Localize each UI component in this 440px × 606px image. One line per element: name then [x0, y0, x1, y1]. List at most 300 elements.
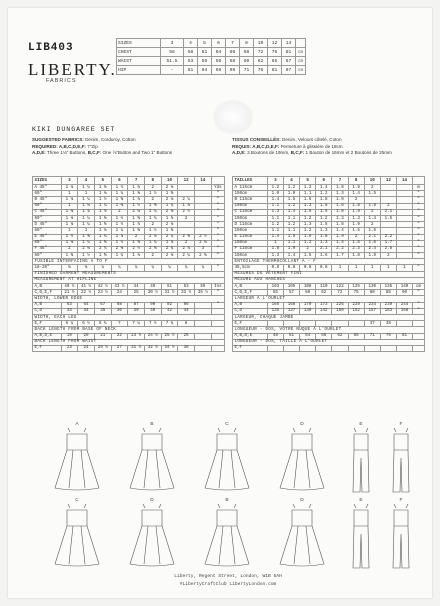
measurement-row [117, 57, 306, 66]
table-cell: 1.5 [300, 253, 316, 259]
table-cell: ¼ [178, 265, 195, 271]
table-cell: 1 ¼ [78, 197, 95, 203]
table-cell: 41 ½ [78, 284, 95, 290]
table-header-row [33, 177, 225, 185]
view-letter: A [75, 422, 79, 427]
column-header: 6 [316, 177, 332, 185]
table-cell: 33 [61, 308, 78, 314]
table-cell: 1 ¼ [94, 203, 111, 209]
yardage-table-imperial [32, 176, 225, 352]
table-cell: ¼ [128, 265, 145, 271]
measurement-cell: 62 [253, 57, 267, 66]
measurement-cell: 61 [198, 48, 212, 57]
row-label: E,F [33, 345, 62, 351]
column-header: 12 [178, 177, 195, 185]
table-cell: 22 ½ [78, 290, 95, 296]
dress-drawing [280, 504, 324, 566]
view-letter: D [300, 498, 304, 503]
dress-drawing [130, 428, 174, 490]
table-cell: 152 [348, 308, 364, 314]
table-cell: 1.6 [364, 240, 380, 246]
table-cell: 1.3 [332, 215, 348, 221]
table-cell: 2 ⅞ [178, 246, 195, 252]
table-cell: 40 ½ [61, 284, 78, 290]
table-cell: ¼ [195, 265, 212, 271]
garment-view [55, 421, 99, 490]
row-label: E 45" [33, 234, 62, 240]
row-label: E 115cm [233, 234, 268, 240]
measurement-row [117, 66, 306, 75]
measurement-cell: 68 [239, 48, 253, 57]
table-cell: 140 [300, 308, 316, 314]
measurement-cell: 51.5 [161, 57, 184, 66]
table-cell: 2 ⅛ [161, 185, 178, 191]
required-label: REQUIRED: A,B,C,D,E,F: [32, 143, 86, 149]
table-cell: 1.2 [316, 191, 332, 197]
measurement-cell: 60 [239, 57, 253, 66]
table-cell: 1.0 [267, 191, 283, 197]
column-header [211, 177, 224, 185]
table-cell: 2 ⅛ [128, 209, 145, 215]
table-cell: 1 ⅞ [161, 240, 178, 246]
table-cell: 63 [61, 302, 78, 308]
view-letter: E [359, 498, 363, 503]
table-cell: " [211, 234, 224, 240]
table-cell: 1.5 [283, 197, 299, 203]
table-cell: 44 [128, 284, 145, 290]
table-cell: 51 [283, 333, 299, 339]
table-cell: 244 [396, 302, 412, 308]
fabric-notes-french [232, 137, 422, 157]
table-cell: 229 [348, 302, 364, 308]
table-cell: 51 [161, 284, 178, 290]
column-header: 7 [332, 177, 348, 185]
table-cell: 36 [178, 345, 195, 351]
row-label: C,D [233, 308, 268, 314]
required-label-fr: REQUIS: A,B,C,D,E,F: [232, 143, 280, 149]
table-cell: 1 ½ [144, 228, 161, 234]
table-cell: 1.5 [348, 228, 364, 234]
table-cell: 42 ½ [94, 284, 111, 290]
measurement-cell: 65 [267, 57, 281, 66]
footer-links: #LibertyCraftClub LibertyLondon.com [179, 582, 277, 587]
table-cell: 1.3 [300, 203, 316, 209]
column-header: 8 [348, 177, 364, 185]
table-cell: 1.5 [316, 203, 332, 209]
garment-view [280, 421, 324, 490]
column-header: 6 [111, 177, 128, 185]
table-cell: 2 ⅛ [161, 253, 178, 259]
table-cell: 1.3 [300, 185, 316, 191]
table-cell: 90 [396, 290, 412, 296]
table-cell: 1.9 [283, 246, 299, 252]
table-cell: 1.2 [283, 185, 299, 191]
measurement-label: CHEST [117, 48, 161, 57]
table-cell: ¼ [144, 265, 161, 271]
table-cell: 110 [316, 284, 332, 290]
view-letter: B [225, 498, 229, 503]
column-header: 4 [78, 177, 95, 185]
table-cell: 25 ½ [161, 333, 178, 339]
table-cell: 135 [267, 308, 283, 314]
table-cell: 60 [300, 290, 316, 296]
bcf-label-fr: B,C,F: [290, 150, 305, 156]
table-cell: 85 [380, 290, 396, 296]
table-cell: 6 ½ [78, 321, 95, 327]
row-label: 60" [33, 203, 62, 209]
table-cell: 54 [300, 333, 316, 339]
table-cell: 1 ⅛ [61, 240, 78, 246]
table-cell: 21 ½ [61, 290, 78, 296]
dress-drawing [205, 428, 249, 490]
measurement-cell: 76 [253, 66, 267, 75]
table-cell: 1 ¾ [111, 253, 128, 259]
table-cell: 6 ¼ [61, 321, 78, 327]
table-cell: 1.5 [348, 240, 364, 246]
row-label: C,D,E,F [233, 290, 268, 296]
suggested-value: Denim, Corduroy, Cotton [85, 137, 136, 142]
table-cell: 7 ¾ [161, 321, 178, 327]
table-cell: 2 ⅛ [195, 240, 212, 246]
table-cell: 0.8 [267, 265, 283, 271]
table-cell: 62 [316, 290, 332, 296]
table-cell: cm [413, 284, 425, 290]
garment-view [205, 421, 249, 490]
row-label: 150cm [233, 240, 268, 246]
table-cell: 1.4 [283, 209, 299, 215]
table-cell: Ins [211, 284, 224, 290]
row-label: E,F [33, 321, 62, 327]
table-cell: 1.9 [348, 209, 364, 215]
table-cell: 2 [144, 185, 161, 191]
table-cell: 25 [128, 290, 145, 296]
dress-drawing [205, 504, 249, 566]
table-cell: 31 ½ [161, 290, 178, 296]
table-cell: 1.4 [332, 228, 348, 234]
table-cell: 37 [364, 321, 380, 327]
table-cell: 71 [364, 333, 380, 339]
fabric-notes-english [32, 137, 222, 157]
measurement-cell: 12 [267, 39, 281, 48]
table-cell: 2.3 [348, 246, 364, 252]
section-label: WIDTH, EACH LEG [33, 314, 225, 320]
measurement-cell: 3 [161, 39, 184, 48]
measurement-cell: 56 [161, 48, 184, 57]
table-cell: 1.2 [283, 203, 299, 209]
table-cell: 68 [111, 302, 128, 308]
table-cell: 2 [144, 253, 161, 259]
table-cell: 1.3 [348, 215, 364, 221]
table-cell: 2.2 [380, 234, 396, 240]
table-cell: 1 [78, 228, 95, 234]
table-cell: 1 ⅛ [61, 222, 78, 228]
measurement-cell: 81 [281, 48, 295, 57]
table-cell: " [211, 203, 224, 209]
section-label: LARGEUR À L'OURLET [233, 296, 425, 302]
row-label: C 45" [33, 209, 62, 215]
table-cell: 1 ½ [128, 203, 145, 209]
garment-view [55, 497, 99, 566]
table-cell: 1 [61, 191, 78, 197]
row-label: 45,5cm [233, 265, 268, 271]
table-cell: 7 [111, 321, 128, 327]
table-cell: 2 ½ [178, 209, 195, 215]
table-cell: 1.3 [300, 222, 316, 228]
table-cell: 1 ⅜ [128, 228, 145, 234]
table-cell: 1.1 [267, 228, 283, 234]
table-cell: 23 [61, 345, 78, 351]
measurement-cell: 81 [267, 66, 281, 75]
suggested-label: SUGGESTED FABRICS: [32, 137, 84, 142]
table-cell: 163 [380, 308, 396, 314]
table-cell: 1.9 [332, 234, 348, 240]
table-cell: 1.8 [348, 203, 364, 209]
brand-logo: LIBERTY. [28, 60, 117, 79]
table-cell [396, 345, 412, 351]
measurement-cell: 66 [212, 66, 226, 75]
table-cell: 2 ⅛ [78, 246, 95, 252]
table-cell: 96 [178, 302, 195, 308]
row-label: 150cm [233, 215, 268, 221]
row-label: 60" [33, 253, 62, 259]
column-header: TAILLES [233, 177, 268, 185]
table-cell: 1 [267, 240, 283, 246]
table-cell: 1.9 [364, 253, 380, 259]
measurement-cell: 53 [184, 57, 198, 66]
table-cell: 170 [300, 302, 316, 308]
table-cell: 65 [348, 333, 364, 339]
table-cell: 2 [144, 222, 161, 228]
table-cell: 72 [332, 290, 348, 296]
table-cell [300, 345, 316, 351]
measurement-cell: 58 [226, 57, 240, 66]
table-cell: " [413, 191, 425, 197]
table-cell: 1.1 [267, 215, 283, 221]
table-cell: 1 ¼ [78, 240, 95, 246]
garment-view [205, 497, 249, 566]
table-cell: 57 [283, 290, 299, 296]
section-label: LARGEUR, CHAQUE JAMBE [233, 314, 425, 320]
table-cell: 1 ⅞ [161, 215, 178, 221]
table-cell: 0.8 [283, 265, 299, 271]
table-cell: 1 ⅝ [111, 197, 128, 203]
table-cell [283, 345, 299, 351]
section-label: ENTOILAGE THERMOCOLLANT A - F [233, 259, 425, 265]
measurement-unit: cm [296, 57, 306, 66]
table-cell: " [413, 228, 425, 234]
row-label: A,B [233, 302, 268, 308]
table-cell: 44 [178, 308, 195, 314]
section-label: LONGUEUR - DOS, TAILLE À L'OURLET [233, 339, 425, 345]
table-cell: 2 ¼ [161, 234, 178, 240]
table-cell: 1 ⅝ [144, 203, 161, 209]
table-cell: 226 [332, 302, 348, 308]
row-label: D 45" [33, 222, 62, 228]
table-cell: 1 ⅝ [128, 240, 145, 246]
garment-line-drawings [32, 418, 424, 572]
table-cell: 105 [283, 284, 299, 290]
table-cell: 1 ⅞ [128, 253, 145, 259]
table-cell: 1 ⅛ [94, 191, 111, 197]
table-cell: 1.3 [267, 209, 283, 215]
column-header: 3 [267, 177, 283, 185]
table-cell: 1.4 [283, 253, 299, 259]
table-cell: 2 [348, 197, 364, 203]
column-header: 10 [161, 177, 178, 185]
table-cell: 1 ¼ [78, 222, 95, 228]
measurement-cell: 71 [239, 66, 253, 75]
table-cell: 1.4 [348, 191, 364, 197]
table-cell: " [211, 191, 224, 197]
table-cell: 76 [380, 333, 396, 339]
table-cell: " [413, 302, 425, 308]
table-cell: 1 ⅛ [61, 185, 78, 191]
table-cell [413, 345, 425, 351]
section-label: BACK LENGTH FROM WAIST [33, 339, 225, 345]
section-label: MESURES DU VÊTEMENT FINI [233, 271, 425, 277]
table-cell: " [413, 240, 425, 246]
garment-view [353, 497, 369, 568]
view-letter: C [225, 422, 229, 427]
table-cell: 75 [348, 290, 364, 296]
table-cell: 1.8 [332, 222, 348, 228]
table-cell: 92 [161, 302, 178, 308]
table-cell [364, 345, 380, 351]
table-cell: " [413, 222, 425, 228]
table-cell: 1.4 [267, 197, 283, 203]
brand-subtitle: FABRICS [46, 78, 77, 84]
table-cell: 1.5 [316, 209, 332, 215]
table-cell: 140 [396, 284, 412, 290]
dress-drawing [55, 504, 99, 566]
table-cell: 0.8 [300, 265, 316, 271]
table-cell: 1.4 [332, 240, 348, 246]
table-cell: 1 ⅝ [94, 253, 111, 259]
table-cell [332, 345, 348, 351]
table-cell: 90 [144, 302, 161, 308]
table-cell: 1 [332, 265, 348, 271]
required-value: 7"Zip [87, 143, 98, 149]
body-measurements-table [116, 38, 306, 75]
table-cell: 1.8 [348, 253, 364, 259]
table-cell: 1 ⅝ [161, 228, 178, 234]
table-cell: 2 ⅛ [161, 197, 178, 203]
row-label: F 115cm [233, 246, 268, 252]
garment-view [130, 421, 174, 490]
ade-label: A,D,E: [32, 150, 46, 156]
row-label: B 115cm [233, 197, 268, 203]
table-cell: 3 [195, 246, 212, 252]
table-cell: 1 [61, 228, 78, 234]
row-label: 150cm [233, 191, 268, 197]
table-cell: 2 [380, 253, 396, 259]
table-cell: " [413, 253, 425, 259]
table-cell: 1.2 [300, 215, 316, 221]
table-cell: 1 [348, 265, 364, 271]
table-cell: 130 [364, 284, 380, 290]
measurement-cell: 66 [226, 48, 240, 57]
measurement-cell: 14 [281, 39, 295, 48]
table-cell: " [211, 215, 224, 221]
table-cell: 1.5 [364, 191, 380, 197]
table-cell: 1 ⅞ [94, 209, 111, 215]
table-cell [267, 345, 283, 351]
measurement-cell: 64 [212, 48, 226, 57]
table-cell: " [413, 246, 425, 252]
section-label: BACK LENGTH FROM BASE OF NECK [33, 327, 225, 333]
bcf-value-fr: 1 Bouton de 16mm et 2 Boutons de 25mm [305, 150, 392, 156]
table-cell: " [211, 265, 224, 271]
table-cell: 1.3 [332, 191, 348, 197]
table-cell: 2 [364, 209, 380, 215]
ade-value: Three 1⅛" Buttons, [46, 150, 87, 156]
measurement-cell: 6 [212, 39, 226, 48]
table-cell: 2 ⅜ [161, 209, 178, 215]
table-cell: ¼ [161, 265, 178, 271]
table-cell: 1 ½ [111, 185, 128, 191]
column-header: 7 [128, 177, 145, 185]
table-cell: 2 [300, 246, 316, 252]
table-cell: 1.2 [316, 215, 332, 221]
table-cell: 1.1 [283, 240, 299, 246]
table-cell: 2 ⅜ [111, 246, 128, 252]
column-header: 5 [94, 177, 111, 185]
table-cell: 173 [316, 302, 332, 308]
table-cell: 122 [332, 284, 348, 290]
table-cell: 1.8 [332, 185, 348, 191]
overall-drawing [353, 504, 369, 568]
column-header: 4 [283, 177, 299, 185]
table-cell: ⅛ [61, 265, 78, 271]
table-cell: 26 [178, 333, 195, 339]
measurement-cell: 8 [239, 39, 253, 48]
table-cell: 27 [111, 345, 128, 351]
view-letter: B [150, 422, 154, 427]
measurement-cell: 55 [198, 57, 212, 66]
table-cell: 1 ⅞ [128, 185, 145, 191]
table-cell: 1.2 [300, 240, 316, 246]
measurement-cell: 61 [184, 66, 198, 75]
table-cell: 2 ½ [195, 234, 212, 240]
gloss-highlight [213, 100, 253, 134]
table-cell: 1 ¾ [144, 215, 161, 221]
table-cell: " [413, 203, 425, 209]
measurement-cell: 76 [267, 48, 281, 57]
table-cell: 1 ½ [111, 222, 128, 228]
measurement-label: SIZES [117, 39, 161, 48]
table-cell: ¼ [111, 265, 128, 271]
table-cell: ¼ [94, 265, 111, 271]
table-cell: m [413, 185, 425, 191]
column-header: 8 [144, 177, 161, 185]
table-cell: 1 ⅜ [94, 215, 111, 221]
table-cell [211, 345, 224, 351]
table-cell: 1 ⅛ [61, 215, 78, 221]
measurement-cell: 7 [226, 39, 240, 48]
table-cell: 1 ⅞ [178, 203, 195, 209]
table-cell: 35 ½ [195, 290, 212, 296]
table-cell: 1.5 [300, 209, 316, 215]
row-label: D 115cm [233, 222, 268, 228]
table-cell: 2 ¼ [144, 209, 161, 215]
table-cell: 2 [178, 215, 195, 221]
pattern-envelope-back [8, 8, 432, 598]
table-cell: 234 [364, 302, 380, 308]
table-cell: 1 [380, 265, 396, 271]
table-cell: 33 ½ [178, 290, 195, 296]
table-cell: 2.1 [316, 246, 332, 252]
table-cell: 168 [396, 308, 412, 314]
